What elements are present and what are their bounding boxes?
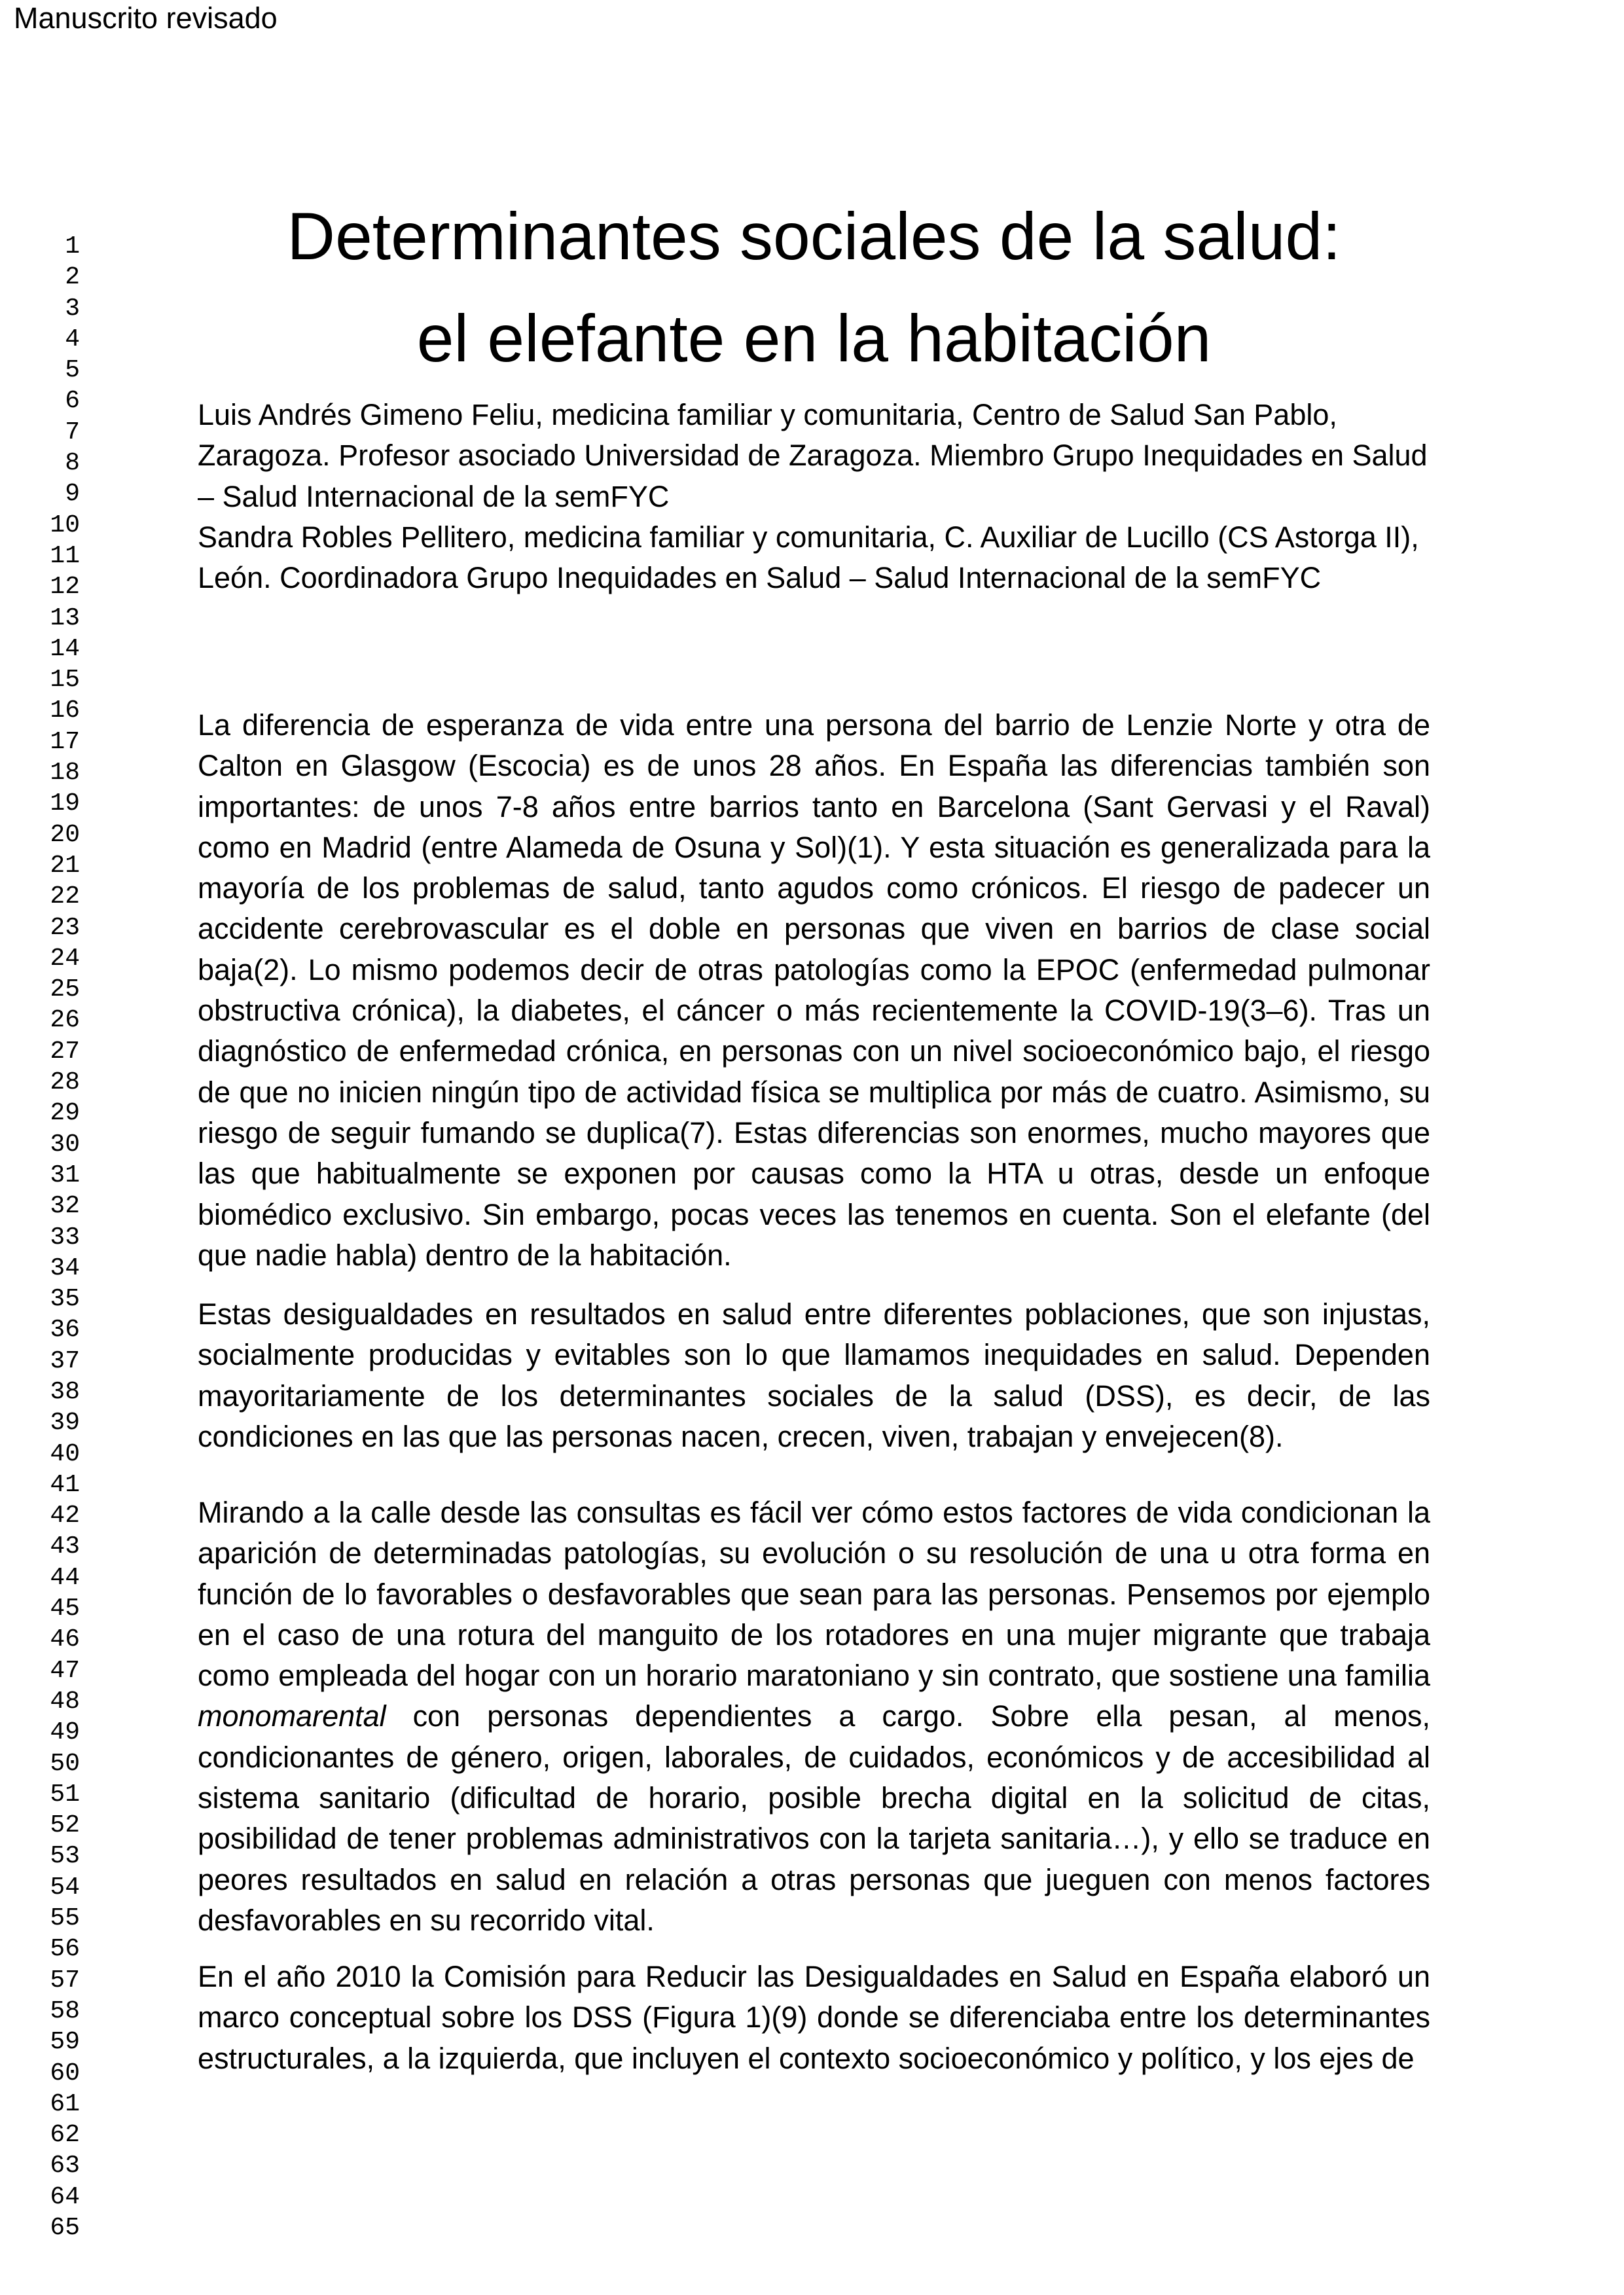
line-number: 19 bbox=[50, 789, 80, 818]
body-paragraph-3 bbox=[198, 1492, 1430, 1941]
line-number: 40 bbox=[50, 1439, 80, 1468]
body-paragraph-3-italic-term: monomarental bbox=[198, 1699, 386, 1733]
line-number: 22 bbox=[50, 882, 80, 911]
line-number: 57 bbox=[50, 1966, 80, 1995]
manuscript-status-label: Manuscrito revisado bbox=[14, 1, 278, 35]
line-number: 4 bbox=[65, 325, 80, 353]
line-number: 60 bbox=[50, 2059, 80, 2087]
line-number: 15 bbox=[50, 666, 80, 695]
line-number: 25 bbox=[50, 975, 80, 1004]
line-number: 2 bbox=[65, 263, 80, 292]
line-number: 64 bbox=[50, 2182, 80, 2211]
line-number: 31 bbox=[50, 1161, 80, 1189]
body-paragraph-2: Estas desigualdades en resultados en salud entre diferentes poblaciones, que son injustas, socialmente producidas y evitables son lo que llamamos inequidades en salud. Dependen mayoritariamente de los determinantes sociales de la salud (DSS), es decir, de las condiciones en las que las personas nacen, crecen, viven, trabajan y envejecen(8). bbox=[198, 1297, 1430, 1453]
line-number: 48 bbox=[50, 1687, 80, 1716]
line-number: 56 bbox=[50, 1935, 80, 1964]
line-number: 16 bbox=[50, 696, 80, 725]
line-number: 37 bbox=[50, 1346, 80, 1375]
page-title-line-2: el elefante en la habitación bbox=[416, 301, 1212, 376]
line-number: 47 bbox=[50, 1656, 80, 1685]
line-number: 59 bbox=[50, 2028, 80, 2057]
body-paragraph-3-text-continued: con personas dependientes a cargo. Sobre ella pesan, al menos, condicionantes de género, origen, laborales, de cuidados, económicos y de accesibilidad al sistema sanitario (dificultad de horario, posible brecha digital en la solicitud de citas, posibilidad de tener problemas administrativos con la tarjeta sanitaria…), y ello se traduce en peores resultados en salud en relación a otras personas que jueguen con menos factores desfavorables en su recorrido vital. bbox=[198, 1699, 1430, 1937]
line-number: 26 bbox=[50, 1006, 80, 1035]
line-number: 53 bbox=[50, 1842, 80, 1871]
line-number: 21 bbox=[50, 851, 80, 880]
line-number: 27 bbox=[50, 1037, 80, 1066]
line-number: 34 bbox=[50, 1254, 80, 1282]
line-number: 35 bbox=[50, 1285, 80, 1314]
body-paragraph-4: En el año 2010 la Comisión para Reducir las Desigualdades en Salud en España elaboró un marco conceptual sobre los DSS (Figura 1)(9) donde se diferenciaba entre los determinantes estructurales, a la izquierda, que incluyen el contexto socioeconómico y político, y los ejes de bbox=[198, 1960, 1430, 2075]
line-number: 13 bbox=[50, 604, 80, 632]
line-number: 58 bbox=[50, 1997, 80, 2025]
author-byline bbox=[198, 395, 1430, 598]
line-number: 1 bbox=[65, 232, 80, 261]
line-number: 10 bbox=[50, 511, 80, 539]
line-number: 46 bbox=[50, 1625, 80, 1654]
line-number: 49 bbox=[50, 1718, 80, 1747]
line-number: 18 bbox=[50, 759, 80, 787]
line-number: 65 bbox=[50, 2214, 80, 2242]
author-1: Luis Andrés Gimeno Feliu, medicina familiar y comunitaria, Centro de Salud San Pablo, Zaragoza. Profesor asociado Universidad de Zaragoza. Miembro Grupo Inequidades en Salud – Salud Internacional de la semFYC bbox=[198, 398, 1428, 513]
line-number: 14 bbox=[50, 634, 80, 663]
line-number: 8 bbox=[65, 449, 80, 478]
line-number: 44 bbox=[50, 1563, 80, 1592]
line-number: 7 bbox=[65, 418, 80, 446]
line-number-gutter bbox=[0, 231, 80, 2243]
line-number: 9 bbox=[65, 480, 80, 509]
line-number: 20 bbox=[50, 820, 80, 849]
line-number: 17 bbox=[50, 727, 80, 756]
line-number: 11 bbox=[50, 541, 80, 570]
line-number: 36 bbox=[50, 1316, 80, 1345]
line-number: 54 bbox=[50, 1873, 80, 1902]
line-number: 62 bbox=[50, 2121, 80, 2150]
line-number: 52 bbox=[50, 1811, 80, 1840]
line-number: 12 bbox=[50, 573, 80, 602]
line-number: 43 bbox=[50, 1532, 80, 1561]
line-number: 30 bbox=[50, 1130, 80, 1159]
line-number: 29 bbox=[50, 1099, 80, 1128]
body-paragraph-1: La diferencia de esperanza de vida entre una persona del barrio de Lenzie Norte y otra de Calton en Glasgow (Escocia) es de unos 28 años. En España las diferencias también son importantes: de unos 7-8 años entre barrios tanto en Barcelona (Sant Gervasi y el Raval) como en Madrid (entre Alameda de Osuna y Sol)(1). Y esta situación es generalizada para la mayoría de los problemas de salud, tanto agudos como crónicos. El riesgo de padecer un accidente cerebrovascular es el doble en personas que viven en barrios de clase social baja(2). Lo mismo podemos decir de otras patologías como la EPOC (enfermedad pulmonar obstructiva crónica), la diabetes, el cáncer o más recientemente la COVID-19(3–6). Tras un diagnóstico de enfermedad crónica, en personas con un nivel socioeconómico bajo, el riesgo de que no inicien ningún tipo de actividad física se multiplica por más de cuatro. Asimismo, su riesgo de seguir fumando se duplica(7). Estas diferencias son enormes, mucho mayores que las que habitualmente se exponen por causas como la HTA u otras, desde un enfoque biomédico exclusivo. Sin embargo, pocas veces las tenemos en cuenta. Son el elefante (del que nadie habla) dentro de la habitación. bbox=[198, 708, 1430, 1272]
line-number: 50 bbox=[50, 1749, 80, 1778]
line-number: 51 bbox=[50, 1780, 80, 1809]
line-number: 63 bbox=[50, 2152, 80, 2180]
line-number: 41 bbox=[50, 1470, 80, 1499]
line-number: 33 bbox=[50, 1223, 80, 1252]
page-title-line-1: Determinantes sociales de la salud: bbox=[287, 199, 1341, 274]
line-number: 3 bbox=[65, 294, 80, 323]
line-number: 55 bbox=[50, 1904, 80, 1933]
line-number: 39 bbox=[50, 1409, 80, 1437]
line-number: 23 bbox=[50, 913, 80, 942]
line-number: 24 bbox=[50, 944, 80, 973]
line-number: 5 bbox=[65, 356, 80, 385]
author-2: Sandra Robles Pellitero, medicina familiar y comunitaria, C. Auxiliar de Lucillo (CS Astorga II), León. Coordinadora Grupo Inequidades en Salud – Salud Internacional de la semFYC bbox=[198, 520, 1419, 595]
page-title bbox=[198, 185, 1430, 389]
line-number: 6 bbox=[65, 387, 80, 416]
body-paragraph-3-text: Mirando a la calle desde las consultas es fácil ver cómo estos factores de vida condicionan la aparición de determinadas patologías, su evolución o su resolución de una u otra forma en función de lo favorables o desfavorables que sean para las personas. Pensemos por ejemplo en el caso de una rotura del manguito de los rotadores en una mujer migrante que trabaja como empleada del hogar con un horario maratoniano y sin contrato, que sostiene una familia bbox=[198, 1496, 1430, 1693]
line-number: 38 bbox=[50, 1377, 80, 1406]
line-number: 42 bbox=[50, 1502, 80, 1530]
line-number: 32 bbox=[50, 1192, 80, 1221]
line-number: 61 bbox=[50, 2089, 80, 2118]
line-number: 28 bbox=[50, 1068, 80, 1097]
line-number: 45 bbox=[50, 1595, 80, 1623]
